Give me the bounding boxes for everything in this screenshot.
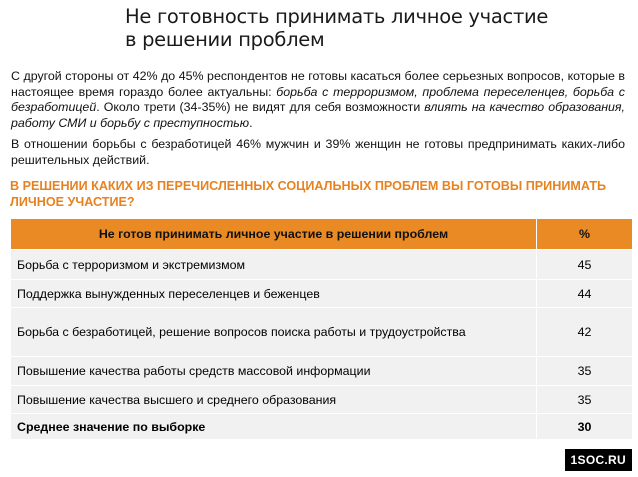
- paragraph-2: В отношении борьбы с безработицей 46% мужчин и 39% женщин не готовы предпринимать каких-либо решительных действий.: [11, 137, 625, 167]
- title-line-1: Не готовность принимать личное участие: [125, 5, 549, 28]
- paragraph-1-part-1: С другой стороны от 42% до 45% респондентов не готовы касаться более серьезных вопросов, которые в настоящее время гораздо более актуальны:: [11, 69, 625, 99]
- paragraph-1-part-2: . Около трети (34-35%) не видят для себя возможности: [96, 100, 425, 115]
- table-row: [11, 280, 633, 308]
- row-label: Повышение качества работы средств массовой информации: [11, 357, 537, 386]
- row-value: 45: [537, 250, 633, 280]
- paragraph-1: [11, 69, 625, 131]
- survey-question: В РЕШЕНИИ КАКИХ ИЗ ПЕРЕЧИСЛЕННЫХ СОЦИАЛЬНЫХ ПРОБЛЕМ ВЫ ГОТОВЫ ПРИНИМАТЬ ЛИЧНОЕ УЧАСТИЕ?: [10, 179, 607, 209]
- table-header-label: Не готов принимать личное участие в решении проблем: [11, 219, 537, 250]
- title-line-2: в решении проблем: [125, 28, 325, 51]
- row-value: 35: [537, 386, 633, 414]
- paragraph-1-emphasis-1: борьба с терроризмом, проблема переселенцев, борьба с безработицей: [11, 84, 625, 115]
- table-header-row: [11, 219, 633, 250]
- results-table: [10, 218, 633, 440]
- row-value: 30: [537, 414, 633, 440]
- row-label: Поддержка вынужденных переселенцев и беженцев: [11, 280, 537, 308]
- page-title: [125, 5, 605, 51]
- row-label: Борьба с терроризмом и экстремизмом: [11, 250, 537, 280]
- table-row: [11, 357, 633, 386]
- table-row: [11, 308, 633, 357]
- paragraph-1-part-3: .: [249, 115, 253, 130]
- paragraph-1-emphasis-2: влиять на качество образования, работу СМИ и борьбу с преступностью: [11, 100, 625, 130]
- row-value: 42: [537, 308, 633, 357]
- table-row: [11, 250, 633, 280]
- site-logo: 1SOC.RU: [565, 449, 632, 471]
- row-value: 35: [537, 357, 633, 386]
- table-row: [11, 386, 633, 414]
- table-header-percent: %: [537, 219, 633, 250]
- table-row-average: [11, 414, 633, 440]
- row-value: 44: [537, 280, 633, 308]
- row-label: Среднее значение по выборке: [11, 414, 537, 440]
- row-label: Повышение качества высшего и среднего образования: [11, 386, 537, 414]
- row-label: Борьба с безработицей, решение вопросов поиска работы и трудоустройства: [11, 308, 537, 357]
